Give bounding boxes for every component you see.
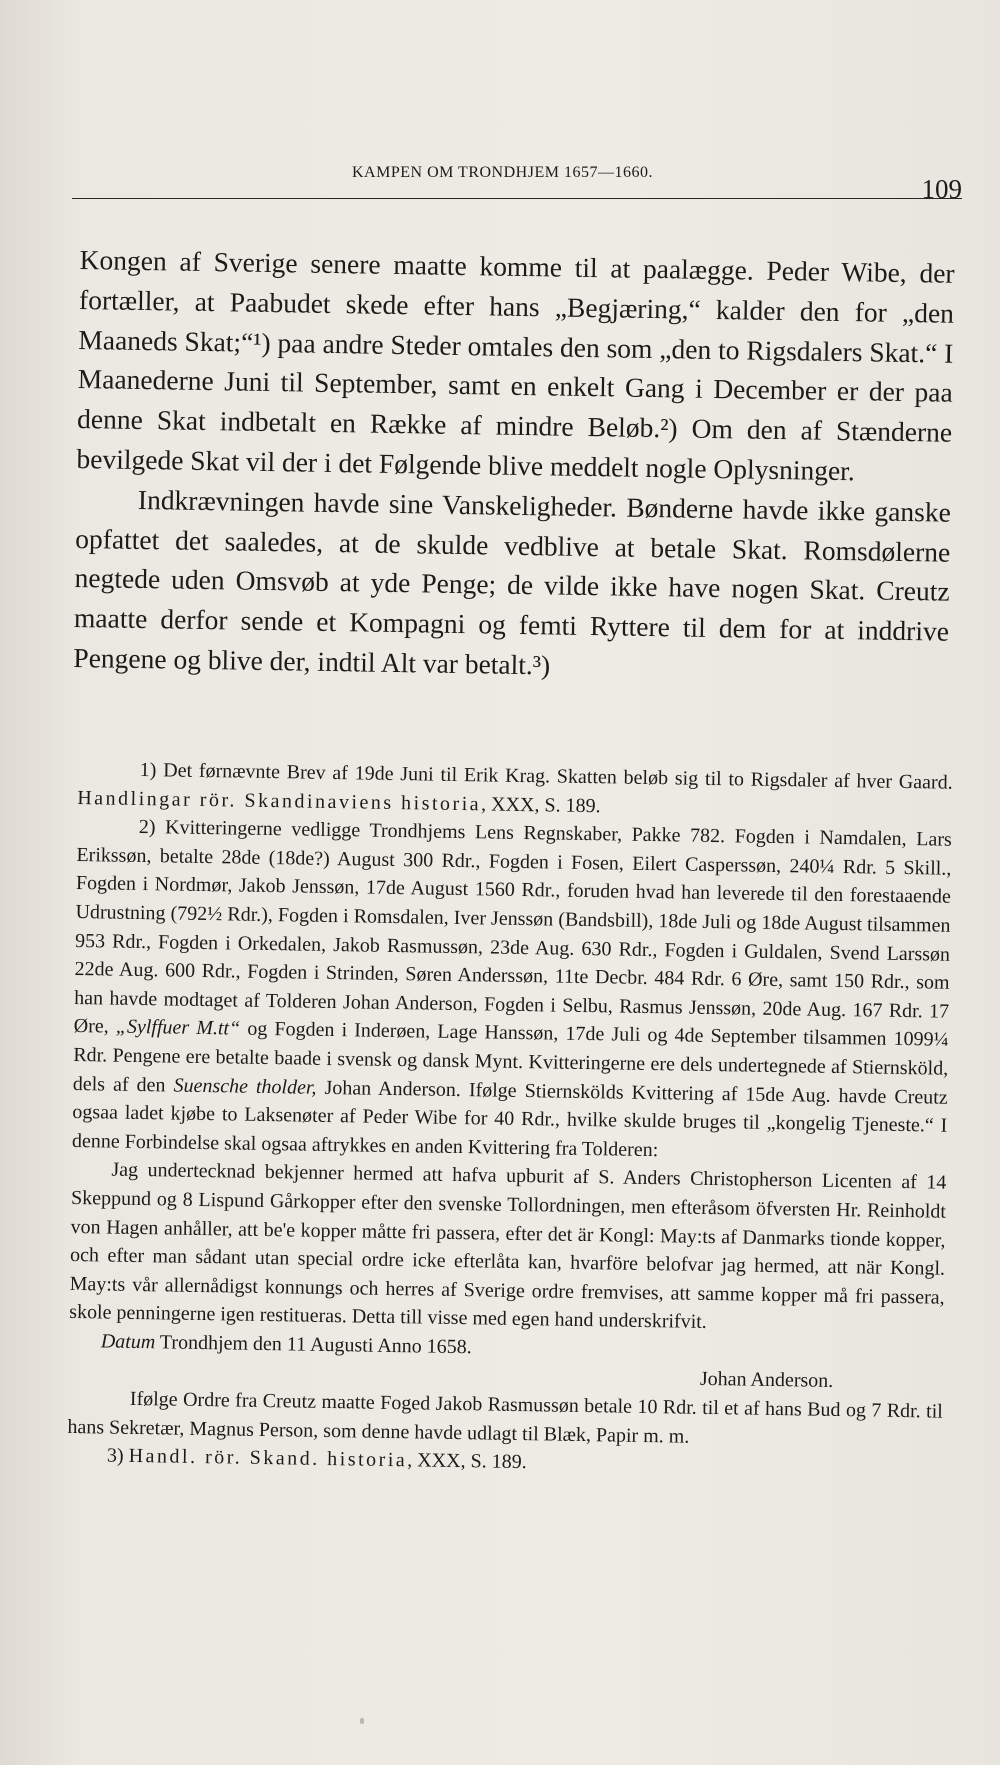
- receipt-signature: Johan Anderson.: [699, 1368, 834, 1393]
- paragraph-1: Kongen af Sverige senere maatte komme til at paalægge. Peder Wibe, der fortæller, at Paabudet skede efter hans „Begjæring,“ kalder den for „den Maaneds Skat;“¹) paa andre Steder omtales den som „den to Rigsdalers Skat.“ I Maanederne Juni til September, samt en enkelt Gang i December er der paa denne Skat indbetalt en Række af mindre Beløb.²) Om den af Stænderne bevilgede Skat vil der i det Følgende blive meddelt nogle Oplysninger.: [76, 243, 955, 487]
- paragraph-2: Indkrævningen havde sine Vanskeligheder. Bønderne havde ikke ganske opfattet det saaledes, at de skulde vedblive at betale Skat. Romsdølerne negtede uden Omsvøb at yde Penge; de vilde ikke have nogen Skat. Creutz maatte derfor sende et Kompagni og femti Ryttere til dem for at inddrive Pengene og blive der, indtil Alt var betalt.³): [73, 483, 952, 681]
- footnote-1-text: Det førnævnte Brev af 19de Juni til Erik Krag. Skatten beløb sig til to Rigsdaler af hver Gaard.: [163, 759, 953, 794]
- footnote-2-italic-2: Suensche tholder,: [173, 1074, 317, 1099]
- footnote-3-source: Handl. rör. Skand. historia: [128, 1445, 408, 1472]
- footnote-1-marker: 1): [139, 758, 157, 782]
- footnote-1-tail: , XXX, S. 189.: [480, 792, 601, 817]
- footnote-2-marker: 2): [138, 816, 156, 839]
- footnote-2-text: Kvitteringerne vedligge Trondhjems Lens Regnskaber, Pakke 782. Fogden i Namdalen, Lars Erikssøn, betalte 28de (18de?) August 300 Rdr., Fogden i Fosen, Eilert Casperssøn, 240¼ Rdr. 5 Skill., Fogden i Nordmør, Jakob Jenssøn, 17de August 1560 Rdr., foruden hvad han leverede til den forestaaende Udrustning (792½ Rdr.), Fogden i Romsdalen, Iver Jenssøn (Bandsbill), 18de Juli og 18de August tilsammen 953 Rdr., Fogden i Orkedalen, Jakob Rasmussøn, 23de Aug. 630 Rdr., Fogden i Guldalen, Svend Larssøn 22de Aug. 600 Rdr., Fogden i Strinden, Søren Anderssøn, 11te Decbr. 484 Rdr. 6 Øre, samt 150 Rdr., som han havde modtaget af Tolderen Johan Anderson, Fogden i Selbu, Rasmus Jenssøn, 20de Aug. 167 Rdr. 17 Øre,: [73, 816, 952, 1038]
- receipt-date-italic: Datum: [100, 1330, 156, 1354]
- main-text: [73, 240, 955, 691]
- footnotes: [67, 755, 953, 1483]
- quoted-receipt: Jag undertecknad bekjenner hermed att hafva upburit af S. Anders Christopherson Licenten af 14 Skeppund og 8 Lispund Gårkopper efter den svenske Tollordningen, men efteråsom öfversten Hr. Reinholdt von Hagen anhåller, att be'e kopper måtte fri passera, efter det är Kongl: May:ts af Danmarks tionde kopper, och efter man sådant utan special ordre icke efterlåta kan, hvarföre belofvar jag hermed, att när Kongl. May:ts vår allernådigst konnungs och herres af Sverige ordre fremvises, att samme kopper må fri passera, skole penningerne igen restitueras. Detta till visse med egen hand underskrifvit.: [69, 1158, 947, 1334]
- running-head: KAMPEN OM TRONDHJEM 1657—1660.: [352, 164, 653, 181]
- paper-speck: [360, 1718, 364, 1724]
- footnote-2: [72, 812, 952, 1169]
- footnote-2-text-2: og Fogden i Inderøen, Lage Hanssøn, 17de Juli og 4de September tilsammen 1099¼ Rdr. Pengene ere betalte baade i svensk og dansk Mynt. Kvitteringerne ere dels undertegnede af Stiernsköld, dels af den: [72, 1018, 949, 1096]
- page-header: [72, 158, 962, 204]
- footnote-2-italic-1: „Sylffuer M.tt“: [115, 1015, 241, 1040]
- footnote-3-marker: 3): [106, 1444, 124, 1468]
- order-note: Ifølge Ordre fra Creutz maatte Foged Jakob Rasmussøn betale 10 Rdr. til et af hans Bud og 7 Rdr. til hans Sekretær, Magnus Person, som denne havde udlagt til Blæk, Papir m. m.: [67, 1387, 943, 1448]
- page-number: 109: [921, 174, 962, 204]
- footnote-2-text-3: Johan Anderson. Ifølge Stiernskölds Kvittering af 15de Aug. havde Creutz ogsaa ladet kjøbe to Laksenøter af Peder Wibe for 40 Rdr., hvilke skulde bruges til „kongelig Tjeneste.“ I denne Forbindelse skal ogsaa aftrykkes en anden Kvittering fra Tolderen:: [71, 1076, 948, 1161]
- footnote-1-source: Handlingar rör. Skandinaviens historia: [77, 786, 482, 815]
- footnote-3-tail: , XXX, S. 189.: [407, 1449, 527, 1474]
- receipt-date-text: Trondhjem den 11 Augusti Anno 1658.: [159, 1331, 472, 1359]
